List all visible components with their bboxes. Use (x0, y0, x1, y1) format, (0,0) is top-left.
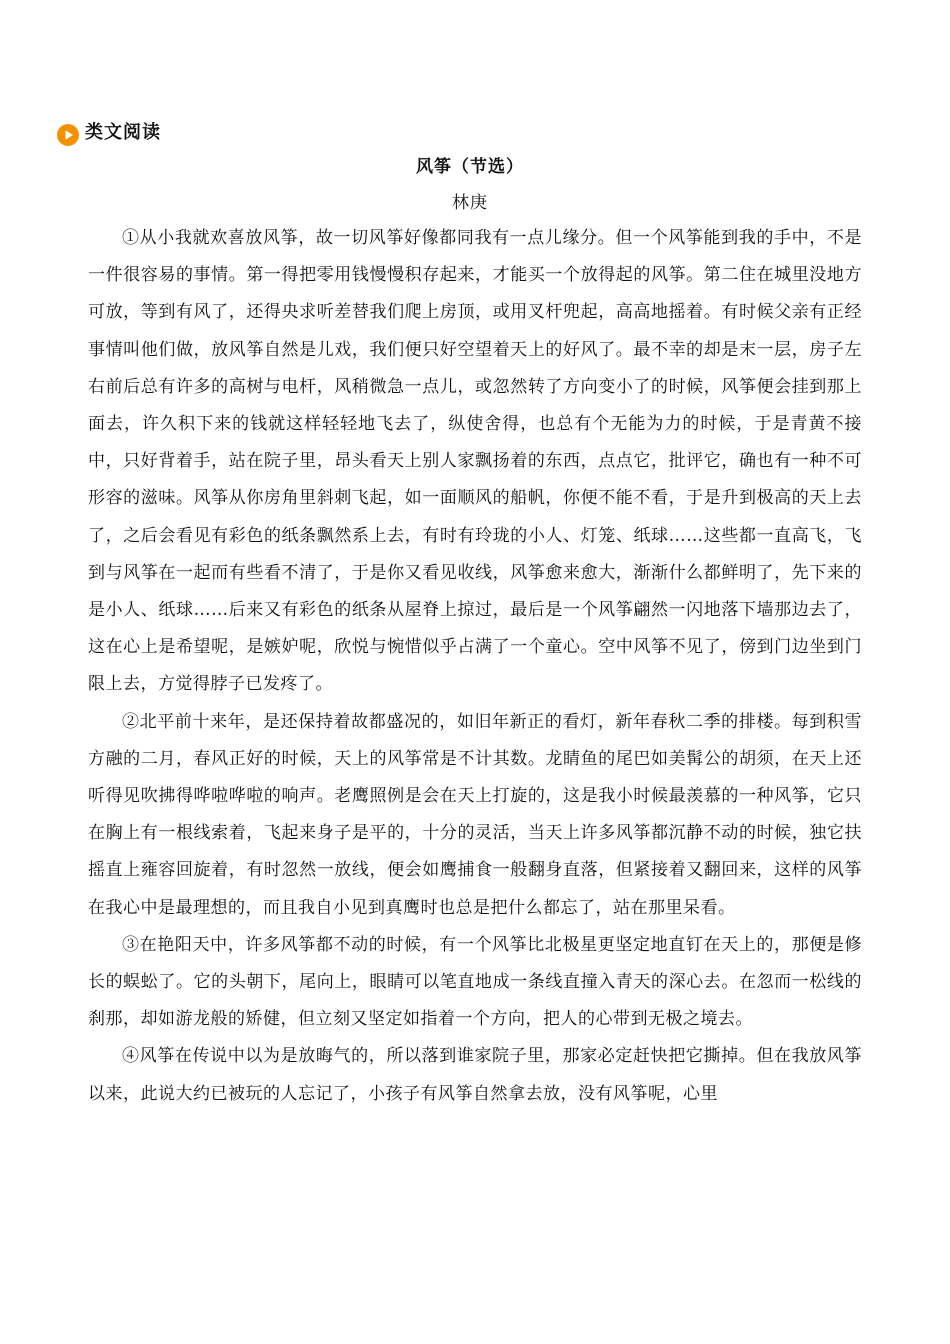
paragraph: ②北平前十来年，是还保持着故都盛况的，如旧年新正的看灯，新年春秋二季的排楼。每到积雪方融的二月，春风正好的时候，天上的风筝常是不计其数。龙睛鱼的尾巴如美髯公的胡须，在天上还听得见吹拂得哗啦哗啦的响声。老鹰照例是会在天上打旋的，这是我小时候最羡慕的一种风筝，它只在胸上有一根线索着，飞起来身子是平的，十分的灵活，当天上许多风筝都沉静不动的时候，独它扶摇直上雍容回旋着，有时忽然一放线，便会如鹰捕食一般翻身直落，但紧接着又翻回来，这样的风筝在我心中是最理想的，而且我自小见到真鹰时也总是把什么都忘了，站在那里呆看。 (88, 711, 862, 918)
article-author: 林庚 (452, 193, 488, 213)
paragraph: ③在艳阳天中，许多风筝都不动的时候，有一个风筝比北极星更坚定地直钉在天上的，那便是修长的蜈蚣了。它的头朝下，尾向上，眼睛可以笔直地成一条线直撞入青天的深心去。在忽而一松线的刹那，却如游龙般的矫健，但立刻又坚定如指着一个方向，把人的心带到无极之境去。 (88, 934, 862, 1030)
article-body (88, 220, 862, 1113)
paragraph: ④风筝在传说中以为是放晦气的，所以落到谁家院子里，那家必定赶快把它撕掉。但在我放风筝以来，此说大约已被玩的人忘记了，小孩子有风筝自然拿去放，没有风筝呢，心里 (88, 1046, 862, 1104)
play-icon (57, 124, 79, 146)
article-title: 风筝（节选） (416, 157, 524, 177)
paragraph: ①从小我就欢喜放风筝，故一切风筝好像都同我有一点儿缘分。但一个风筝能到我的手中，不是一件很容易的事情。第一得把零用钱慢慢积存起来，才能买一个放得起的风筝。第二住在城里没地方可放，等到有风了，还得央求听差替我们爬上房顶，或用叉杆兜起，高高地摇着。有时候父亲有正经事情叫他们做，放风筝自然是儿戏，我们便只好空望着天上的好风了。最不幸的却是末一层，房子左右前后总有许多的高树与电杆，风稍微急一点儿，或忽然转了方向变小了的时候，风筝便会挂到那上面去，许久积下来的钱就这样轻轻地飞去了，纵使舍得，也总有个无能为力的时候，于是青黄不接中，只好背着手，站在院子里，昂头看天上别人家飘扬着的东西，点点它，批评它，确也有一种不可形容的滋味。风筝从你房角里斜刺飞起，如一面顺风的船帆，你便不能不看，于是升到极高的天上去了，之后会看见有彩色的纸条飘然系上去，有时有玲珑的小人、灯笼、纸球……这些都一直高飞，飞到与风筝在一起而有些看不清了，于是你又看见收线，风筝愈来愈大，渐渐什么都鲜明了，先下来的是小人、纸球……后来又有彩色的纸条从屋脊上掠过，最后是一个风筝翩然一闪地落下墙那边去了，这在心上是希望呢，是嫉妒呢，欣悦与惋惜似乎占满了一个童心。空中风筝不见了，傍到门边坐到门限上去，方觉得脖子已发疼了。 (88, 228, 862, 695)
section-title: 类文阅读 (85, 122, 161, 143)
section-header (57, 116, 161, 146)
